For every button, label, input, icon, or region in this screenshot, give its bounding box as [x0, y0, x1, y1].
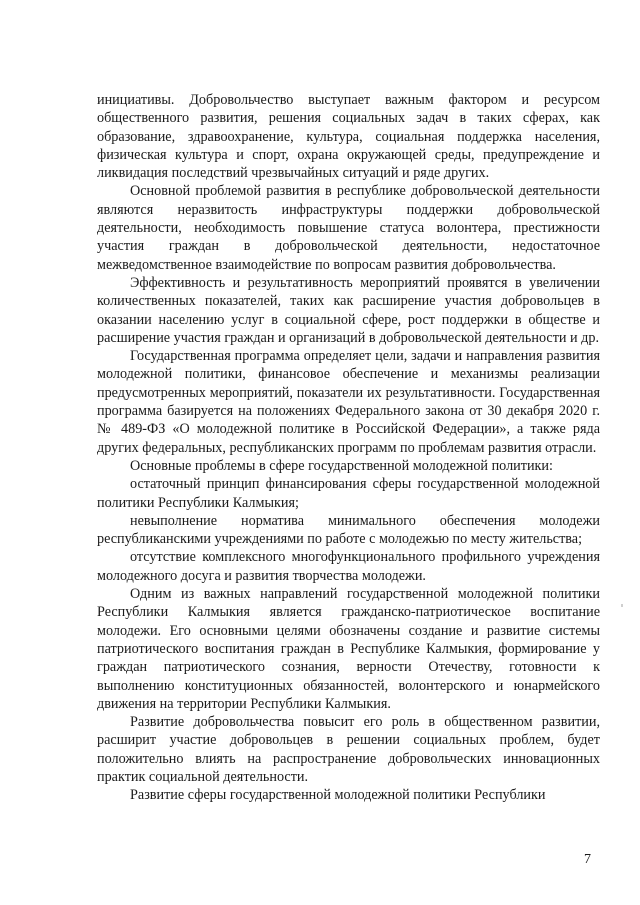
paragraph-3: Эффективность и результативность мероприятий проявятся в увеличении количественных показателей, таких как расширение участия добровольцев в оказании населению услуг в социальной сфере, рост поддержки в обществе и расширение участия граждан и организаций в добровольческой деятельности и др. [97, 274, 600, 346]
document-body [97, 91, 600, 805]
paragraph-8: Развитие сферы государственной молодежной политики Республики [130, 787, 546, 804]
list-item-1: остаточный принцип финансирования сферы государственной молодежной политики Республики Калмыкия; [97, 476, 600, 511]
page-number: 7 [584, 852, 591, 867]
paragraph-1: инициативы. Добровольчество выступает важным фактором и ресурсом общественного развития, решения социальных задач в таких сферах, как образование, здравоохранение, культура, социальная поддержка населения, физическая культура и спорт, охрана окружающей среды, предупреждение и ликвидация последствий чрезвычайных ситуаций и ряде других. [97, 92, 600, 182]
paragraph-6: Одним из важных направлений государственной молодежной политики Республики Калмыкия является гражданско-патриотическое воспитание молодежи. Его основными целями обозначены создание и развитие системы патриотического воспитания граждан в Республике Калмыкия, формирование у граждан патриотического сознания, верности Отечеству, готовности к выполнению конституционных обязанностей, волонтерского и юнармейского движения на территории Республики Калмыкия. [97, 586, 600, 712]
paragraph-2: Основной проблемой развития в республике добровольческой деятельности являются неразвитость инфраструктуры поддержки добровольческой деятельности, необходимость повышение статуса волонтера, престижности участия граждан в добровольческой деятельности, недостаточное межведомственное взаимодействие по вопросам развития добровольчества. [97, 183, 600, 273]
paragraph-4: Государственная программа определяет цели, задачи и направления развития молодежной политики, финансовое обеспечение и механизмы реализации предусмотренных мероприятий, показатели их результативности. Государственная программа базируется на положениях Федерального закона от 30 декабря 2020 г. № 489-ФЗ «О молодежной политике в Российской Федерации», а также ряда других федеральных, республиканских программ по проблемам развития отрасли. [97, 348, 600, 456]
paragraph-7: Развитие добровольчества повысит его роль в общественном развитии, расширит участие добровольцев в решении социальных проблем, будет положительно влиять на распространение добровольческих инновационных практик социальной деятельности. [97, 714, 600, 785]
paragraph-5: Основные проблемы в сфере государственной молодежной политики: [130, 457, 553, 474]
scan-speck [621, 604, 623, 607]
list-item-2: невыполнение норматива минимального обеспечения молодежи республиканскими учреждениями по работе с молодежью по месту жительства; [97, 512, 600, 548]
list-item-3: отсутствие комплексного многофункционального профильного учреждения молодежного досуга и развития творчества молодежи. [97, 549, 600, 584]
